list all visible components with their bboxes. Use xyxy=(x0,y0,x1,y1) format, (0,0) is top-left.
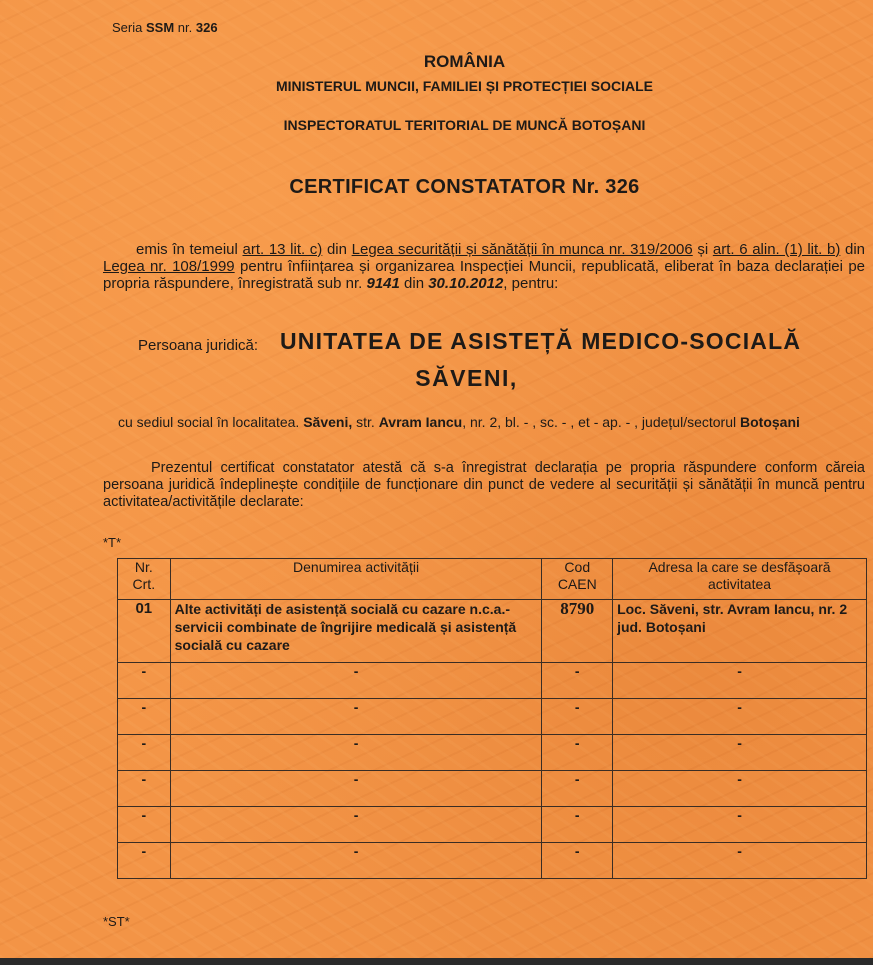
empty-cell: - xyxy=(170,735,542,771)
header-activity: Denumirea activității xyxy=(170,559,542,600)
table-row xyxy=(118,771,867,807)
header-caen: Cod CAEN xyxy=(542,559,613,600)
law-ref-319: Legea securității și sănătății în munca nr. 319/2006 xyxy=(351,241,693,258)
empty-cell: - xyxy=(542,843,613,879)
row-caen: 8790 xyxy=(542,600,613,663)
row-address: Loc. Săveni, str. Avram Iancu, nr. 2 jud. Botoșani xyxy=(613,600,867,663)
scan-edge xyxy=(0,958,873,965)
table-header-row xyxy=(118,559,867,600)
row-activity: Alte activități de asistență socială cu cazare n.c.a.- servicii combinate de îngrijire medicală și asistență socială cu cazare xyxy=(170,600,542,663)
inspectorate-heading: INSPECTORATUL TERITORIAL DE MUNCĂ BOTOȘANI xyxy=(283,117,646,133)
empty-cell: - xyxy=(170,807,542,843)
ministry-heading: MINISTERUL MUNCII, FAMILIEI ȘI PROTECȚIEI SOCIALE xyxy=(276,78,653,94)
empty-cell: - xyxy=(613,807,867,843)
table-row xyxy=(118,735,867,771)
law-ref-art6: art. 6 alin. (1) lit. b) xyxy=(712,241,841,258)
empty-cell: - xyxy=(170,843,542,879)
header-address: Adresa la care se desfășoară activitatea xyxy=(613,559,867,600)
country-heading: ROMÂNIA xyxy=(423,52,506,71)
empty-cell: - xyxy=(118,843,171,879)
series-line: Seria SSM nr. 326 xyxy=(112,20,218,35)
table-row xyxy=(118,600,867,663)
empty-cell: - xyxy=(118,699,171,735)
empty-cell: - xyxy=(613,735,867,771)
empty-cell: - xyxy=(118,735,171,771)
attestation-paragraph: Prezentul certificat constatator atestă că s-a înregistrat declarația pe propria răspundere conform căreia persoana juridică îndeplinește condițiile de funcționare din punct de vedere al securității și sănătății în muncă pentru activitatea/activitățile declarate: xyxy=(103,460,865,510)
empty-cell: - xyxy=(613,663,867,699)
entity-name-line1: UNITATEA DE ASISTEȚĂ MEDICO-SOCIALĂ xyxy=(280,328,802,354)
empty-cell: - xyxy=(542,807,613,843)
table-row xyxy=(118,843,867,879)
law-ref-art13: art. 13 lit. c) xyxy=(242,241,323,258)
table-start-marker: *T* xyxy=(103,535,122,550)
row-nr: 01 xyxy=(118,600,171,663)
empty-cell: - xyxy=(170,771,542,807)
empty-cell: - xyxy=(542,663,613,699)
empty-cell: - xyxy=(118,663,171,699)
empty-cell: - xyxy=(613,771,867,807)
law-ref-108: Legea nr. 108/1999 xyxy=(103,258,235,275)
certificate-title: CERTIFICAT CONSTATATOR Nr. 326 xyxy=(289,176,640,198)
registration-date: 30.10.2012 xyxy=(428,275,504,292)
entity-name-line2: SĂVENI, xyxy=(415,365,518,391)
empty-cell: - xyxy=(118,807,171,843)
address-paragraph: cu sediul social în localitatea. Săveni, str. Avram Iancu, nr. 2, bl. - , sc. - , et - ap. - , județul/sectorul Botoșani xyxy=(118,414,800,430)
registration-number: 9141 xyxy=(366,275,400,292)
empty-cell: - xyxy=(542,699,613,735)
empty-cell: - xyxy=(613,699,867,735)
legal-basis-paragraph: emis în temeiul art. 13 lit. c) din Legea securității și sănătății în munca nr. 319/2006 și art. 6 alin. (1) lit. b) din Legea nr. 108/1999 pentru înființarea și organizarea Inspecției Muncii, republicată, eliberat în baza declarației pe propria răspundere, înregistrată sub nr. 9141 din 30.10.2012, pentru: xyxy=(103,241,866,292)
empty-cell: - xyxy=(542,735,613,771)
empty-cell: - xyxy=(613,843,867,879)
table-row xyxy=(118,699,867,735)
empty-cell: - xyxy=(118,771,171,807)
empty-cell: - xyxy=(170,699,542,735)
entity-label: Persoana juridică: xyxy=(138,337,259,354)
empty-cell: - xyxy=(542,771,613,807)
table-end-marker: *ST* xyxy=(103,914,130,929)
empty-cell: - xyxy=(170,663,542,699)
table-row xyxy=(118,807,867,843)
header-nr: Nr. Crt. xyxy=(118,559,171,600)
table-row xyxy=(118,663,867,699)
activities-table xyxy=(117,558,867,879)
